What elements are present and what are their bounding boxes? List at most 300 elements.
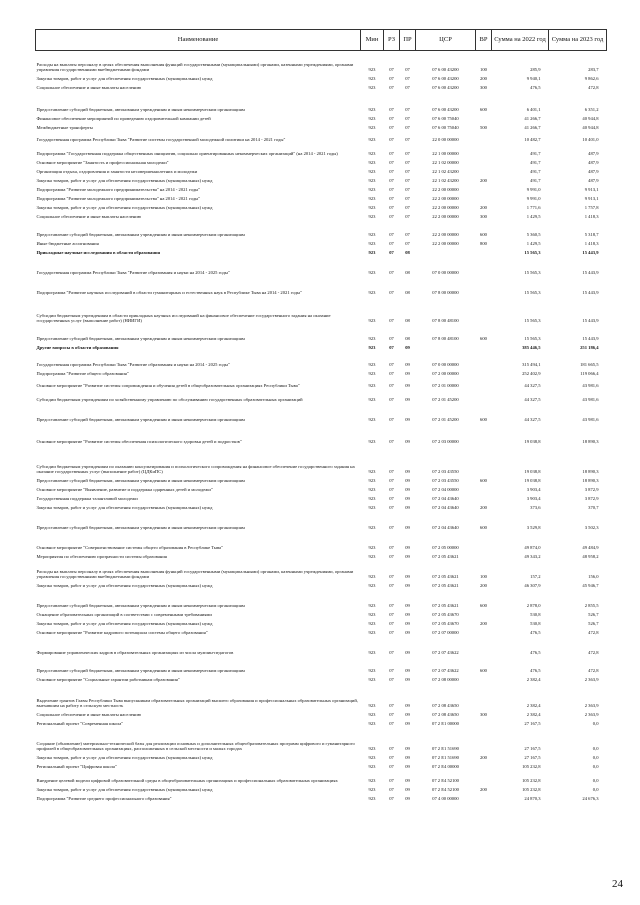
row-min: 923 (368, 487, 376, 493)
row-csr: 07 8 00 48100 (432, 336, 459, 342)
row-min: 923 (368, 712, 376, 718)
row-vr (476, 636, 492, 656)
row-vr (476, 423, 492, 445)
row-min: 923 (368, 668, 376, 674)
row-vr (476, 166, 492, 175)
row-min: 923 (368, 621, 376, 627)
row-min: 923 (368, 755, 376, 761)
row-sum-2023: 251 186,4 (580, 345, 599, 351)
row-min: 923 (368, 107, 376, 113)
row-rz: 07 (389, 603, 394, 609)
row-sum-2022: 157,2 (530, 574, 541, 580)
row-sum-2022: 3 903,4 (526, 496, 541, 502)
row-sum-2023: 1 418,3 (584, 241, 599, 247)
row-sum-2023: 1 757,8 (584, 205, 599, 211)
table-row (36, 220, 607, 238)
table-row (36, 247, 607, 256)
row-sum-2022: 385 446,5 (522, 345, 541, 351)
row-sum-2022: 27 167,5 (524, 746, 541, 752)
table-row (36, 718, 607, 727)
table-row (36, 784, 607, 793)
row-vr: 200 (480, 205, 487, 211)
row-pr: 08 (405, 318, 410, 324)
row-sum-2022: 44 327,5 (524, 383, 541, 389)
row-sum-2022: 476,5 (530, 85, 541, 91)
row-min: 923 (368, 214, 376, 220)
row-rz: 07 (389, 574, 394, 580)
row-csr: 07 2 00 00000 (432, 371, 459, 377)
row-vr: 600 (480, 603, 487, 609)
row-csr: 07 2 E4 52100 (432, 778, 459, 784)
row-csr: 07 2 05 00000 (432, 545, 459, 551)
table-row (36, 551, 607, 560)
row-csr: 07 0 00 00000 (432, 270, 459, 276)
row-rz: 07 (389, 116, 394, 122)
row-pr: 08 (405, 336, 410, 342)
row-min: 923 (368, 116, 376, 122)
row-sum-2023: 18 890,3 (582, 478, 599, 484)
row-sum-2022: 315 494,1 (522, 362, 541, 368)
row-sum-2022: 44 327,5 (524, 417, 541, 423)
row-min: 923 (368, 778, 376, 784)
row-vr (476, 770, 492, 784)
row-csr: 07 2 07 43622 (432, 650, 459, 656)
row-pr: 08 (405, 270, 410, 276)
row-pr: 07 (405, 107, 410, 113)
row-sum-2023: 0,0 (592, 764, 599, 770)
row-name: Социальное обеспечение и иные выплаты населению (36, 712, 142, 718)
row-name: Государственная программа Республики Тыва "Развитие образования и науки на 2014 - 2025 годы" (36, 362, 230, 368)
row-name: Предоставление субсидий бюджетным, автономным учреждениям и иным некоммерческим организациям (36, 336, 245, 342)
row-pr: 09 (405, 362, 410, 368)
row-min: 923 (368, 703, 376, 709)
row-rz: 07 (389, 178, 394, 184)
row-sum-2022: 2 382,4 (526, 712, 541, 718)
row-pr: 07 (405, 187, 410, 193)
row-sum-2023: 1 418,3 (584, 214, 599, 220)
row-sum-2023: 9 913,1 (584, 196, 599, 202)
row-sum-2023: 472,8 (588, 650, 599, 656)
row-csr: 07 2 01 45200 (432, 417, 459, 423)
row-pr: 09 (405, 603, 410, 609)
row-name: Подпрограмма "Развитие среднего профессионального образования" (36, 796, 172, 802)
row-csr: 22 1 00 00000 (432, 151, 459, 157)
row-vr: 200 (480, 178, 487, 184)
table-row (36, 636, 607, 656)
row-vr (476, 143, 492, 157)
table-row (36, 256, 607, 276)
row-csr: 22 2 00 00000 (432, 196, 459, 202)
row-pr: 09 (405, 703, 410, 709)
row-pr: 09 (405, 677, 410, 683)
row-rz: 07 (389, 545, 394, 551)
row-min: 923 (368, 417, 376, 423)
row-name: Предоставление субсидий бюджетным, автономным учреждениям и иным некоммерческим организациям (36, 668, 245, 674)
row-rz: 07 (389, 250, 394, 256)
row-sum-2023: 487,9 (588, 169, 599, 175)
row-sum-2023: 2 855,5 (584, 603, 599, 609)
row-sum-2023: 15 443,9 (582, 250, 599, 256)
row-vr (476, 351, 492, 368)
header-min: Мин (361, 30, 384, 51)
row-name: Предоставление субсидий бюджетным, автономным учреждениям и иным некоммерческим организациям (36, 232, 245, 238)
row-rz: 07 (389, 214, 394, 220)
table-row (36, 761, 607, 770)
row-rz: 07 (389, 362, 394, 368)
table-row (36, 770, 607, 784)
row-sum-2023: 15 443,9 (582, 336, 599, 342)
row-rz: 07 (389, 85, 394, 91)
row-sum-2023: 49 484,9 (582, 545, 599, 551)
row-name: Предоставление субсидий бюджетным, автономным учреждениям и иным некоммерческим организациям (36, 417, 245, 423)
row-sum-2023: 45 946,7 (582, 583, 599, 589)
row-sum-2022: 3 903,4 (526, 487, 541, 493)
row-vr (476, 389, 492, 403)
row-min: 923 (368, 318, 376, 324)
table-row (36, 560, 607, 580)
row-pr: 09 (405, 764, 410, 770)
row-min: 923 (368, 250, 376, 256)
row-sum-2023: 10 401,0 (582, 137, 599, 143)
row-name: Подпрограмма "Развитие общего образования" (36, 371, 129, 377)
row-rz: 07 (389, 67, 394, 73)
row-rz: 07 (389, 397, 394, 403)
row-name: Подпрограмма "Государственная поддержка общественных инициатив, социально ориентированных некоммерческих организаций" (на 2014 - 2021 годы) (36, 151, 338, 157)
row-csr: 22 2 00 00000 (432, 205, 459, 211)
row-pr: 09 (405, 478, 410, 484)
row-csr: 07 2 05 43670 (432, 621, 459, 627)
row-sum-2022: 44 327,5 (524, 397, 541, 403)
row-csr: 07 2 E4 52100 (432, 787, 459, 793)
table-row (36, 511, 607, 531)
row-sum-2022: 15 565,3 (524, 318, 541, 324)
row-vr: 800 (480, 241, 487, 247)
table-row (36, 342, 607, 351)
row-min: 923 (368, 76, 376, 82)
table-row (36, 193, 607, 202)
row-csr: 22 1 02 43200 (432, 178, 459, 184)
row-sum-2022: 6 401,1 (526, 107, 541, 113)
row-rz: 07 (389, 554, 394, 560)
row-pr: 09 (405, 712, 410, 718)
row-pr: 09 (405, 417, 410, 423)
row-rz: 07 (389, 290, 394, 296)
table-row (36, 122, 607, 131)
row-min: 923 (368, 187, 376, 193)
row-min: 923 (368, 336, 376, 342)
row-rz: 07 (389, 196, 394, 202)
row-vr (476, 377, 492, 389)
table-row (36, 423, 607, 445)
row-sum-2022: 9 991,0 (526, 196, 541, 202)
table-row (36, 445, 607, 475)
row-sum-2023: 119 066,4 (580, 371, 599, 377)
table-row (36, 368, 607, 377)
row-name: Региональный проект "Современная школа" (36, 721, 124, 727)
row-rz: 07 (389, 712, 394, 718)
row-vr: 200 (480, 505, 487, 511)
row-vr (476, 609, 492, 618)
row-name: Основное мероприятие "Выявление, развитие и поддержка одаренных детей и молодежи" (36, 487, 213, 493)
row-rz: 07 (389, 439, 394, 445)
row-rz: 07 (389, 417, 394, 423)
row-sum-2022: 530,8 (530, 621, 541, 627)
table-row (36, 580, 607, 589)
table-row (36, 113, 607, 122)
row-pr: 07 (405, 85, 410, 91)
row-rz: 07 (389, 241, 394, 247)
row-pr: 09 (405, 574, 410, 580)
row-min: 923 (368, 371, 376, 377)
row-min: 923 (368, 545, 376, 551)
row-csr: 07 2 01 45200 (432, 397, 459, 403)
row-csr: 07 6 00 75040 (432, 116, 459, 122)
row-pr: 08 (405, 290, 410, 296)
row-pr: 07 (405, 205, 410, 211)
table-row (36, 531, 607, 551)
table-row (36, 727, 607, 752)
row-vr (476, 761, 492, 770)
row-name: Государственная поддержка талантливой молодежи (36, 496, 138, 502)
row-csr: 07 6 00 75040 (432, 125, 459, 131)
table-body (36, 51, 607, 802)
row-rz: 07 (389, 345, 394, 351)
row-name: Другие вопросы в области образования (36, 345, 119, 351)
row-vr: 200 (480, 755, 487, 761)
row-min: 923 (368, 67, 376, 73)
row-min: 923 (368, 469, 376, 475)
row-min: 923 (368, 574, 376, 580)
row-vr (476, 484, 492, 493)
row-csr: 22 1 02 00000 (432, 160, 459, 166)
row-sum-2023: 526,7 (588, 621, 599, 627)
row-rz: 07 (389, 755, 394, 761)
table-row (36, 377, 607, 389)
row-sum-2022: 285,9 (530, 67, 541, 73)
row-pr: 09 (405, 383, 410, 389)
row-name: Внедрение целевой модели цифровой образовательной среды в общеобразовательных организациях и профессиональных образовательных организациях (36, 778, 338, 784)
row-vr: 300 (480, 712, 487, 718)
row-rz: 07 (389, 677, 394, 683)
row-name: Оснащение образовательных организаций в соответствии с современными требованиями (36, 612, 212, 618)
row-sum-2023: 0,0 (592, 721, 599, 727)
row-rz: 07 (389, 787, 394, 793)
row-name: Закупка товаров, работ и услуг для обеспечения государственных (муниципальных) нужд (36, 755, 213, 761)
row-sum-2023: 15 443,9 (582, 270, 599, 276)
row-vr (476, 113, 492, 122)
row-pr: 09 (405, 397, 410, 403)
row-pr: 07 (405, 160, 410, 166)
row-sum-2023: 24 676,3 (582, 796, 599, 802)
row-vr: 200 (480, 787, 487, 793)
row-name: Субсидии бюджетным учреждениям по хозяйственному управлению по обслуживанию государственных образовательных организаций (36, 397, 303, 403)
row-name: Предоставление субсидий бюджетным, автономным учреждениям и иным некоммерческим организациям (36, 478, 245, 484)
row-rz: 07 (389, 169, 394, 175)
row-vr (476, 247, 492, 256)
row-csr: 07 2 04 43640 (432, 496, 459, 502)
table-row (36, 51, 607, 73)
row-csr: 07 2 08 00000 (432, 677, 459, 683)
table-row (36, 82, 607, 91)
row-name: Основное мероприятие "Развитие кадрового потенциала системы общего образования" (36, 630, 208, 636)
row-pr: 09 (405, 787, 410, 793)
row-name: Расходы на выплаты персоналу в целях обеспечения выполнения функций государственными (муниципальными) органами, казенными учреждениями, органами управления государственными внебюджетными фондами (36, 61, 354, 73)
row-min: 923 (368, 525, 376, 531)
row-rz: 07 (389, 650, 394, 656)
row-min: 923 (368, 151, 376, 157)
row-pr: 07 (405, 67, 410, 73)
row-name: Государственная программа Республики Тыва "Развитие системы государственной молодежной политики на 2014 - 2021 годы" (36, 137, 286, 143)
row-name: Подпрограмма "Развитие молодежного предпринимательства" на 2014 - 2021 годы" (36, 196, 201, 202)
row-vr (476, 551, 492, 560)
row-vr: 200 (480, 621, 487, 627)
row-sum-2023: 487,9 (588, 178, 599, 184)
row-name: Закупка товаров, работ и услуг для обеспечения государственных (муниципальных) нужд (36, 505, 213, 511)
table-row (36, 351, 607, 368)
row-min: 923 (368, 169, 376, 175)
row-pr: 09 (405, 778, 410, 784)
row-vr (476, 493, 492, 502)
row-name: Закупка товаров, работ и услуг для обеспечения государственных (муниципальных) нужд (36, 76, 213, 82)
row-csr (416, 342, 476, 351)
row-name: Расходы на выплаты персоналу в целях обеспечения выполнения функций государственными (муниципальными) органами, казенными учреждениями, органами управления государственными внебюджетными фондами (36, 568, 354, 580)
row-sum-2022: 19 038,8 (524, 478, 541, 484)
header-vr: ВР (476, 30, 492, 51)
row-csr: 22 2 00 00000 (432, 241, 459, 247)
row-vr: 200 (480, 583, 487, 589)
header-sum-2022: Сумма на 2022 год (492, 30, 549, 51)
row-name: Основное мероприятие "Развитие системы сопровождения и обучения детей в общеобразовательных организациях Республики Тыва" (36, 383, 300, 389)
row-pr: 09 (405, 554, 410, 560)
row-sum-2022: 2 878,0 (526, 603, 541, 609)
row-sum-2022: 105 232,8 (522, 764, 541, 770)
row-rz: 07 (389, 778, 394, 784)
row-name: Региональный проект "Цифровая школа" (36, 764, 117, 770)
row-sum-2022: 27 167,5 (524, 755, 541, 761)
row-csr: 07 2 03 43550 (432, 478, 459, 484)
row-sum-2022: 15 565,3 (524, 290, 541, 296)
row-vr (476, 296, 492, 324)
row-vr: 300 (480, 214, 487, 220)
row-sum-2023: 5 318,7 (584, 232, 599, 238)
table-row (36, 752, 607, 761)
row-csr: 07 2 05 43621 (432, 603, 459, 609)
row-pr: 09 (405, 621, 410, 627)
row-sum-2022: 2 382,4 (526, 703, 541, 709)
row-csr: 07 2 E4 00000 (432, 764, 459, 770)
row-vr (476, 718, 492, 727)
row-name: Создание (обновление) материально-технической базы для реализации основных и дополнительных общеобразовательных программ цифрового и гуманитарного профилей в общеобразовательных организациях, расположенных в сельской местности и малых городах (36, 740, 355, 752)
table-row (36, 589, 607, 609)
row-min: 923 (368, 362, 376, 368)
row-sum-2022: 252 402,9 (522, 371, 541, 377)
row-min: 923 (368, 554, 376, 560)
row-rz: 07 (389, 125, 394, 131)
row-name: Финансовое обеспечение мероприятий по проведению оздоровительной кампании детей (36, 116, 211, 122)
row-sum-2022: 19 038,8 (524, 439, 541, 445)
row-sum-2022: 373,6 (530, 505, 541, 511)
row-sum-2022: 105 232,8 (522, 787, 541, 793)
row-sum-2022: 9 991,0 (526, 187, 541, 193)
row-pr: 07 (405, 232, 410, 238)
row-rz: 07 (389, 137, 394, 143)
row-min: 923 (368, 478, 376, 484)
table-row (36, 175, 607, 184)
table-row (36, 609, 607, 618)
table-header-row (36, 30, 607, 51)
row-vr: 600 (480, 336, 487, 342)
row-pr: 09 (405, 525, 410, 531)
row-min: 923 (368, 241, 376, 247)
row-sum-2023: 18 890,3 (582, 469, 599, 475)
table-row (36, 475, 607, 484)
row-sum-2022: 530,8 (530, 612, 541, 618)
row-csr: 07 4 00 00000 (432, 796, 459, 802)
row-vr (476, 193, 492, 202)
row-min: 923 (368, 345, 376, 351)
row-sum-2022: 49 874,0 (524, 545, 541, 551)
table-row (36, 238, 607, 247)
row-rz: 07 (389, 505, 394, 511)
row-sum-2023: 15 443,9 (582, 290, 599, 296)
row-sum-2022: 2 382,4 (526, 677, 541, 683)
row-pr: 07 (405, 241, 410, 247)
row-rz: 07 (389, 612, 394, 618)
row-name: Основное мероприятие "Социальные гарантии работникам образования" (36, 677, 180, 683)
table-row (36, 627, 607, 636)
row-sum-2023: 472,8 (588, 85, 599, 91)
row-vr: 600 (480, 232, 487, 238)
row-pr: 07 (405, 151, 410, 157)
table-row (36, 157, 607, 166)
table-row (36, 403, 607, 423)
row-rz: 07 (389, 668, 394, 674)
row-vr (476, 445, 492, 475)
row-pr: 09 (405, 545, 410, 551)
row-name: Выделение грантов Главы Республики Тыва выпускникам образовательных организаций высшего образования и профессиональных образовательных организаций, выехавшим на работу в сельскую местность (36, 697, 358, 709)
row-sum-2022: 5 360,5 (526, 232, 541, 238)
row-pr: 09 (405, 496, 410, 502)
row-sum-2023: 48 958,2 (582, 554, 599, 560)
row-pr: 09 (405, 612, 410, 618)
row-vr (476, 793, 492, 802)
table-row (36, 91, 607, 113)
row-name: Предоставление субсидий бюджетным, автономным учреждениям и иным некоммерческим организациям (36, 525, 245, 531)
row-sum-2022: 10 482,7 (524, 137, 541, 143)
row-sum-2022: 491,7 (530, 169, 541, 175)
row-rz: 07 (389, 107, 394, 113)
row-csr (416, 247, 476, 256)
row-min: 923 (368, 496, 376, 502)
row-min: 923 (368, 125, 376, 131)
row-pr: 07 (405, 116, 410, 122)
row-csr: 07 2 03 43550 (432, 469, 459, 475)
row-vr (476, 368, 492, 377)
row-csr: 07 2 E1 00000 (432, 721, 459, 727)
row-pr: 09 (405, 650, 410, 656)
row-min: 923 (368, 178, 376, 184)
row-min: 923 (368, 270, 376, 276)
row-sum-2023: 3 872,9 (584, 487, 599, 493)
table-row (36, 709, 607, 718)
row-rz: 07 (389, 232, 394, 238)
row-name: Субсидии бюджетным учреждениям по оказанию консультирования и психологического сопровождения на финансовое обеспечение государственного задания на оказание государственных услуг (выполнение работ) (ЦДКиПС) (36, 463, 355, 475)
row-min: 923 (368, 505, 376, 511)
row-csr: 07 8 00 00000 (432, 290, 459, 296)
row-csr: 07 2 05 43621 (432, 574, 459, 580)
row-sum-2023: 526,7 (588, 612, 599, 618)
row-rz: 07 (389, 487, 394, 493)
